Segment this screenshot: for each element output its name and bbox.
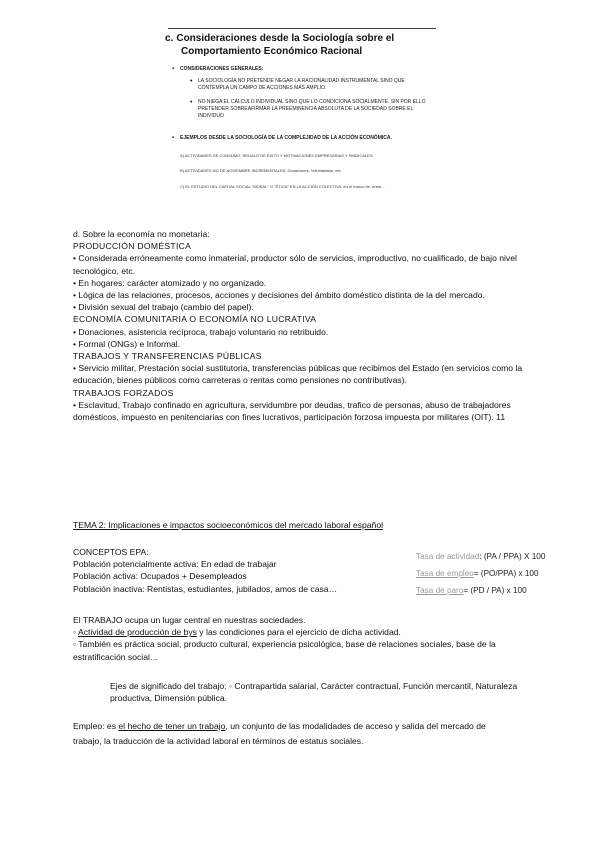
slide-general-heading: ▪ CONSIDERACIONES GENERALES: [180,66,430,73]
rate-paro-label: Tasa de paro [416,586,464,595]
rate-actividad-formula: : (PA / PPA) X 100 [479,552,546,561]
comunitaria-item-2: • Formal (ONGs) e Informal. [73,338,181,349]
produccion-item-4: • División sexual del trabajo (cambio del papel). [73,302,254,313]
trabajo-line-3: ◦ También es práctica social, producto cultural, experiencia psicológica, base de relaciones sociales, base de la estratificación social… [73,639,496,662]
empleo-underlined: el hecho de tener un trabajo [118,721,226,731]
economia-comunitaria-heading: ECONOMÍA COMUNITARIA O ECONOMÍA NO LUCRATIVA [73,314,317,325]
ejes-significado: Ejes de significado del trabajo: ◦ Contrapartida salarial, Carácter contractual, Función mercantil, Naturaleza productiva, Dimensión pública. [110,681,518,704]
rate-paro-formula: = (PD / PA) x 100 [463,586,527,595]
produccion-item-3: • Lógica de las relaciones, procesos, acciones y decisiones del ámbito doméstico distinta de la del mercado. [73,290,485,301]
epa-line-3: Población inactiva: Rentistas, estudiantes, jubilados, amos de casa… [73,583,338,594]
epa-line-2: Población activa: Ocupados + Desempleados [73,571,247,582]
trabajo-line-2-bullet: ◦ [73,627,78,638]
slide-title-letter: c. [165,33,174,44]
slide-general-item-1: • LA SOCIOLOGÍA NO PRETENDE NEGAR LA RACIONALIDAD INSTRUMENTAL SINO QUE CONTEMPLA UN CAMPO DE ACCIONES MÁS AMPLIO. [198,78,430,92]
slide-example-a: A) ACTIVIDADES DE CONSUMO: REGALO DE ÉXITO Y MOTIVACIONES EMPRESARIAS Y SINDICALES. [180,153,374,158]
produccion-domestica-heading: PRODUCCIÓN DOMÉSTICA [73,241,192,252]
tema-2-title: TEMA 2: Implicaciones e impactos socioeconómicos del mercado laboral español [73,520,384,530]
empleo-rest: , un conjunto de las modalidades de acceso y salida del mercado de trabajo, la traducción de la actividad laboral en términos de estatus sociales. [73,721,486,746]
forzados-item-1: • Esclavitud, Trabajo confinado en agricultura, servidumbre por deudas, trafico de personas, abuso de trabajadores domésticos, impuesto en penitenciarias con fines lucrativos, participación forzosa impuesta por militares (OIT). 11 [73,399,511,423]
section-d-heading: d. Sobre la economía no monetaria: [73,229,210,239]
slide-title [165,32,445,58]
slide-examples-heading: ▪ EJEMPLOS DESDE LA SOCIOLOGÍA DE LA COMPLEJIDAD DE LA ACCIÓN ECONÓMICA. [180,135,430,142]
slide-general-item-2: • NO NIEGA EL CÁLCULO INDIVIDUAL SINO QUE LO CONDICIONA SOCIALMENTE. SIN POR ELLO PRETENDER SOBREAFIRMAR LA PREEMINENCIA ABSOLUTA DE LA SOCIEDAD SOBRE EL INDIVIDUO [198,99,430,120]
produccion-item-2: • En hogares: carácter atomizado y no organizado. [73,277,267,288]
publicos-item-1: • Servicio militar, Prestación social sustitutoria, transferencias públicas que recibimos del Estado (en servicios como la educación, bienes públicos como carreteras o rentas como pensiones no contributivas). [73,363,523,386]
slide-title-line1: Consideraciones desde la Sociología sobre el [176,33,395,44]
empleo-prefix: Empleo: es [73,721,119,731]
epa-rates [416,548,576,599]
rate-empleo [416,565,576,582]
slide-title-line2: Comportamiento Económico Racional [181,46,363,57]
rate-actividad-label: Tasa de actividad [416,552,480,561]
rate-paro [416,582,576,599]
trabajos-forzados-heading: TRABAJOS FORZADOS [73,387,174,398]
rate-actividad [416,548,576,565]
trabajo-line-1: El TRABAJO ocupa un lugar central en nuestras sociedades. [73,615,306,625]
epa-heading: CONCEPTOS EPA: [73,547,149,557]
slide-example-b: B) ACTIVIDADES NO DE NOVIEMBRE INCREMENTALES, Donaciones, Voluntariado, etc. [180,168,342,173]
section-d [73,228,523,423]
slide-example-c: C) EL ESTUDIO DEL CAPITAL SOCIAL "MORAL" O "ÉTICA" EN LA ACCIÓN COLECTIVA, en el marco de, entre... [180,184,385,189]
trabajos-publicos-heading: TRABAJOS Y TRANSFERENCIAS PÚBLICAS [73,351,262,362]
trabajo-line-2 [73,626,523,638]
rate-empleo-label: Tasa de empleo [416,569,474,578]
rate-empleo-formula: = (PO/PPA) x 100 [473,569,539,578]
produccion-item-1: • Considerada erróneamente como inmaterial, productor sólo de servicios, improductivo, no cualificado, de bajo nivel tecnológico, etc. [73,253,517,276]
trabajo-line-2-rest: y las condiciones para el ejercicio de dicha actividad. [196,627,401,638]
trabajo-section [73,614,523,663]
comunitaria-item-1: • Donaciones, asistencia recíproca, trabajo voluntario no retribuido. [73,326,329,337]
epa-line-1: Población potencialmente activa: En edad de trabajar [73,559,277,570]
trabajo-produccion-link: Actividad de producción de bys [77,627,197,638]
slide-top-rule [168,28,436,29]
empleo-definition [73,719,513,748]
epa-concepts [73,546,403,595]
